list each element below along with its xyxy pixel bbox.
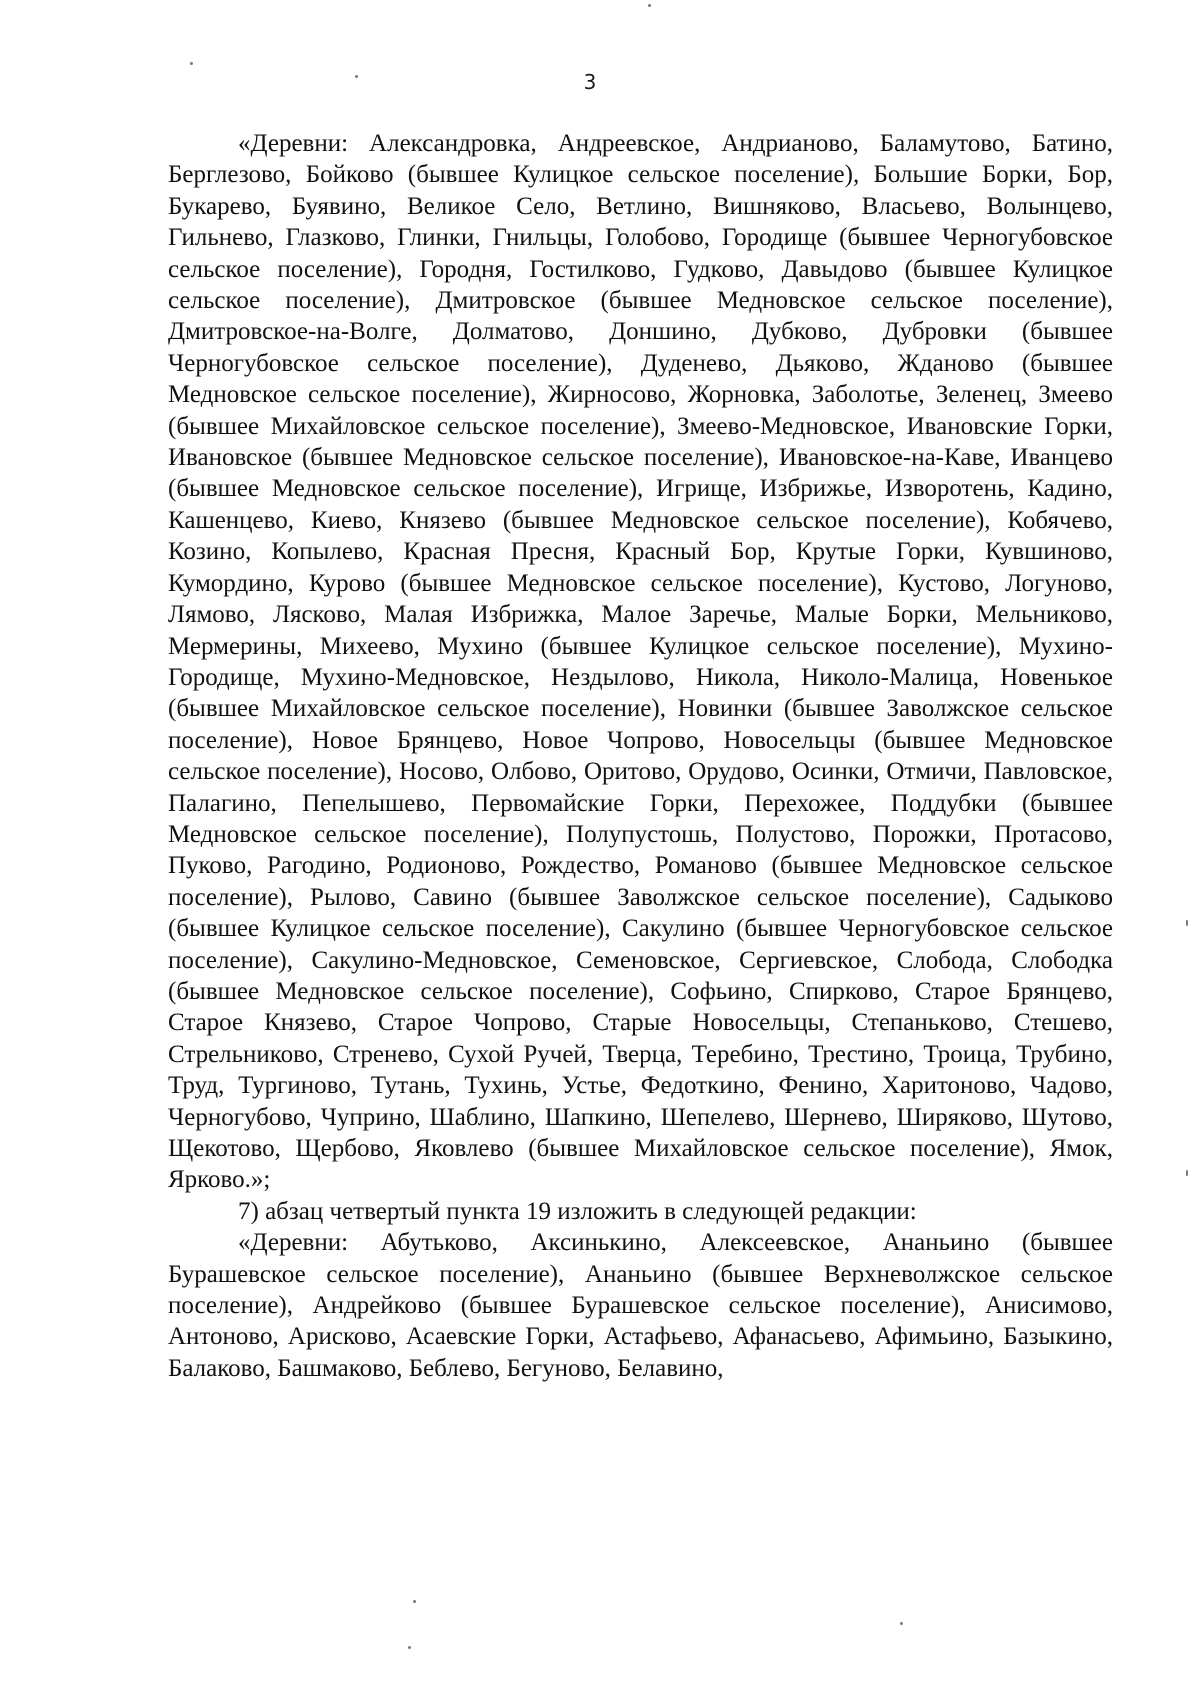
scan-speck [413, 1600, 416, 1603]
scan-speck [1186, 920, 1188, 926]
villages-list-paragraph: «Деревни: Александровка, Андреевское, Андрианово, Баламутово, Батино, Берглезово, Бойково (бывшее Кулицкое сельское поселение), Большие Борки, Бор, Букарево, Буявино, Великое Село, Ветлино, Вишняково, Власьево, Волынцево, Гильнево, Глазково, Глинки, Гнильцы, Голобово, Городище (бывшее Черногубовское сельское поселение), Городня, Гостилково, Гудково, Давыдово (бывшее Кулицкое сельское поселение), Дмитровское (бывшее Медновское сельское поселение), Дмитровское-на-Волге, Долматово, Доншино, Дубково, Дубровки (бывшее Черногубовское сельское поселение), Дуденево, Дьяково, Жданово (бывшее Медновское сельское поселение), Жирносово, Жорновка, Заболотье, Зеленец, Змеево (бывшее Михайловское сельское поселение), Змеево-Медновское, Ивановские Горки, Ивановское (бывшее Медновское сельское поселение), Ивановское-на-Каве, Иванцево (бывшее Медновское сельское поселение), Игрище, Избрижье, Изворотень, Кадино, Кашенцево, Киево, Князево (бывшее Медновское сельское поселение), Кобячево, Козино, Копылево, Красная Пресня, Красный Бор, Крутые Горки, Кувшиново, Кумордино, Курово (бывшее Медновское сельское поселение), Кустово, Логуново, Лямово, Лясково, Малая Избрижка, Малое Заречье, Малые Борки, Мельниково, Мермерины, Михеево, Мухино (бывшее Кулицкое сельское поселение), Мухино-Городище, Мухино-Медновское, Нездылово, Никола, Николо-Малица, Новенькое (бывшее Михайловское сельское поселение), Новинки (бывшее Заволжское сельское поселение), Новое Брянцево, Новое Чопрово, Новосельцы (бывшее Медновское сельское поселение), Носово, Олбово, Оритово, Орудово, Осинки, Отмичи, Павловское, Палагино, Пепелышево, Первомайские Горки, Перехожее, Поддубки (бывшее Медновское сельское поселение), Полупустошь, Полустово, Порожки, Протасово, Пуково, Рагодино, Родионово, Рождество, Романово (бывшее Медновское сельское поселение), Рылово, Савино (бывшее Заволжское сельское поселение), Садыково (бывшее Кулицкое сельское поселение), Сакулино (бывшее Черногубовское сельское поселение), Сакулино-Медновское, Семеновское, Сергиевское, Слобода, Слободка (бывшее Медновское сельское поселение), Софьино, Спирково, Старое Брянцево, Старое Князево, Старое Чопрово, Старые Новосельцы, Степаньково, Стешево, Стрельниково, Стренево, Сухой Ручей, Тверца, Теребино, Трестино, Троица, Трубино, Труд, Тургиново, Тутань, Тухинь, Устье, Федоткино, Фенино, Харитоново, Чадово, Черногубово, Чуприно, Шаблино, Шапкино, Шепелево, Шернево, Ширяково, Шутово, Щекотово, Щербово, Яковлево (бывшее Михайловское сельское поселение), Ямок, Ярково.»; [168, 130, 1113, 1194]
scan-speck [900, 1622, 903, 1625]
document-body [168, 128, 1113, 1384]
scan-speck [648, 4, 651, 7]
page-number: 3 [583, 70, 597, 94]
amendment-item-7: 7) абзац четвертый пункта 19 изложить в следующей редакции: [238, 1197, 917, 1225]
scan-speck [408, 1646, 411, 1649]
villages-list-paragraph-2: «Деревни: Абутьково, Аксинькино, Алексеевское, Ананьино (бывшее Бурашевское сельское поселение), Ананьино (бывшее Верхневолжское сельское поселение), Андрейково (бывшее Бурашевское сельское поселение), Анисимово, Антоново, Арисково, Асаевские Горки, Астафьево, Афанасьево, Афимьино, Базыкино, Балаково, Башмаково, Беблево, Бегуново, Белавино, [168, 1229, 1113, 1382]
scan-speck [1186, 1170, 1188, 1176]
scan-speck [355, 75, 358, 78]
scan-speck [190, 62, 193, 65]
